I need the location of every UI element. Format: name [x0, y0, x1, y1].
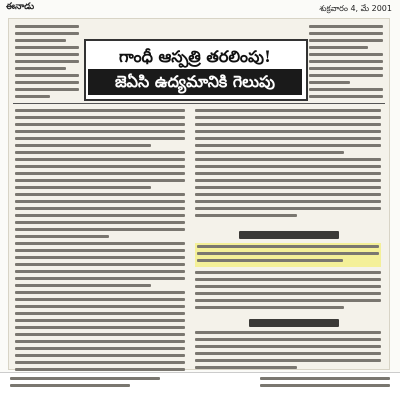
headline-line-1: గాంధీ ఆస్పత్రి తరలింపు! [118, 47, 272, 66]
adjacent-clipping-text-right [260, 377, 390, 391]
news-clipping [8, 18, 390, 370]
left-intro-column [15, 25, 79, 102]
main-article-body-left [15, 109, 185, 382]
subheading-2 [249, 319, 339, 327]
highlighted-passage-text [197, 245, 379, 266]
section-divider [13, 103, 385, 104]
main-article-body-right [195, 109, 381, 221]
adjacent-clipping-text [10, 377, 160, 391]
newspaper-masthead: ఈనాడు [6, 2, 35, 12]
headline-box [84, 39, 308, 101]
right-intro-column [309, 25, 383, 102]
headline-line-2: జెఏసి ఉద్యమానికి గెలుపు [88, 69, 302, 95]
adjacent-clipping-strip [0, 372, 400, 401]
subheading-1 [239, 231, 339, 239]
second-article-body [195, 331, 381, 373]
article-continuation [195, 271, 381, 313]
issue-dateline: శుక్రవారం 4, మే 2001 [319, 4, 392, 13]
